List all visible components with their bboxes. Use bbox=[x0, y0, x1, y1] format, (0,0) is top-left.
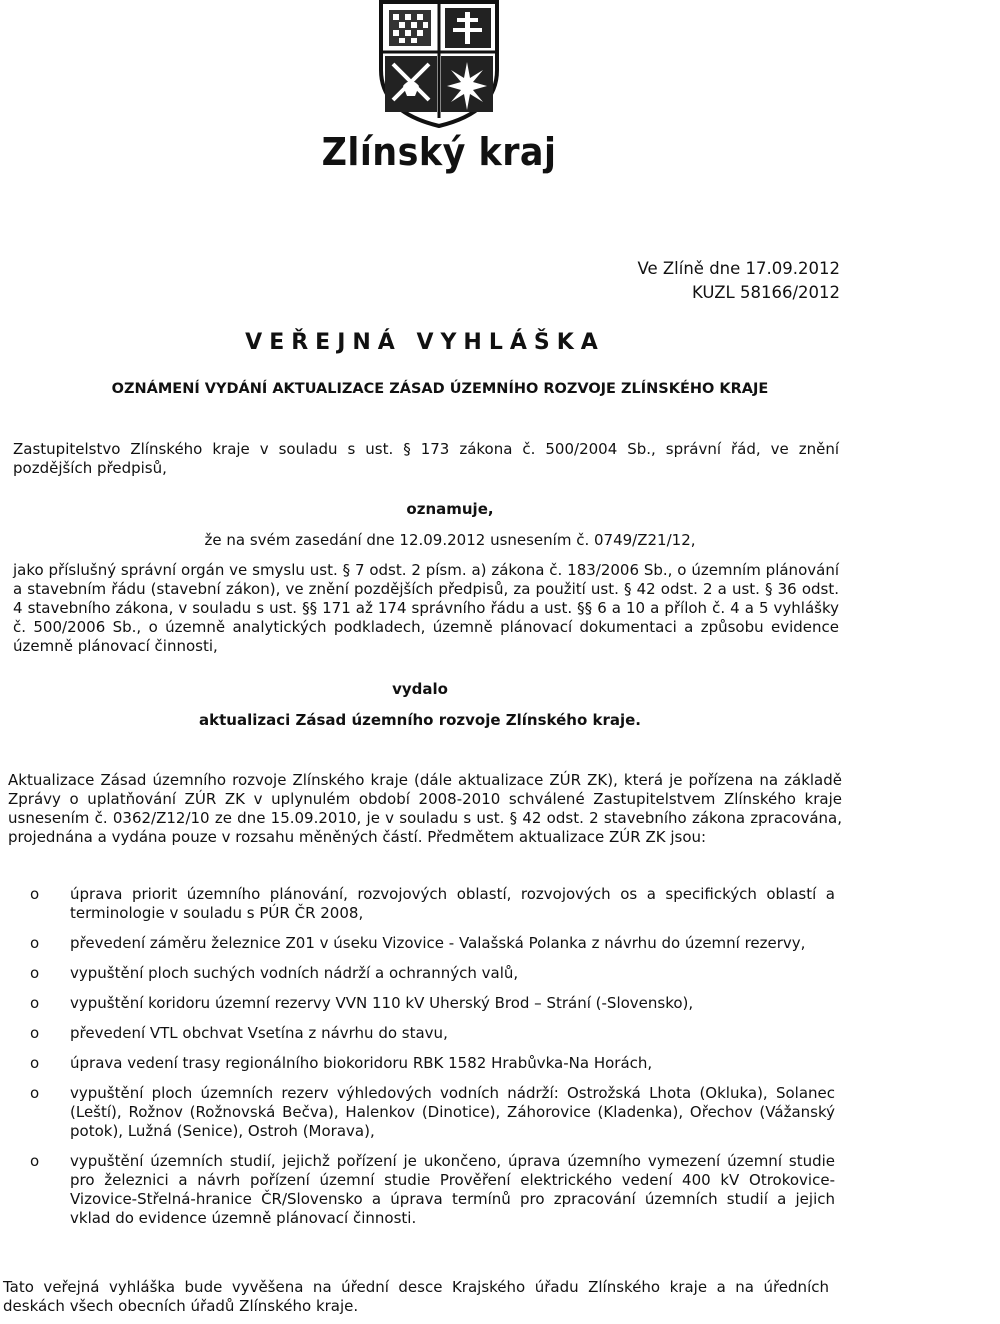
list-item: o vypuštění ploch suchých vodních nádrží a ochranných valů, bbox=[30, 964, 519, 982]
bullet-marker: o bbox=[30, 1084, 40, 1102]
list-item: o vypuštění koridoru územní rezervy VVN 110 kV Uherský Brod – Strání (-Slovensko), bbox=[30, 994, 694, 1012]
main-paragraph: Aktualizace Zásad územního rozvoje Zlínského kraje (dále aktualizace ZÚR ZK), která je pořízena na základě Zprávy o uplatňování ZÚR ZK v uplynulém období 2008-2010 schválené Zastupitelstvem Zlínského kraje usnesením č. 0362/Z12/10 ze dne 15.09.2010, je v souladu s ust. § 42 odst. 2 stavebního zákona zpracována, projednána a vydána pouze v rozsahu měněných částí. Předmětem aktualizace ZÚR ZK jsou: bbox=[8, 771, 842, 846]
document-subtitle: OZNÁMENÍ VYDÁNÍ AKTUALIZACE ZÁSAD ÚZEMNÍHO ROZVOJE ZLÍNSKÉHO KRAJE bbox=[111, 381, 769, 397]
reference-number: KUZL 58166/2012 bbox=[692, 283, 840, 302]
bullet-marker: o bbox=[30, 1024, 40, 1042]
bullet-marker: o bbox=[30, 885, 40, 903]
list-item: o úprava priorit územního plánování, rozvojových oblastí, rozvojových os a specifických oblastí a terminologie v souladu s PÚR ČR 2008, bbox=[30, 885, 835, 922]
bullet-marker: o bbox=[30, 964, 40, 982]
bullet-marker: o bbox=[30, 934, 40, 952]
region-name: Zlínský kraj bbox=[321, 130, 557, 174]
issued-object: aktualizaci Zásad územního rozvoje Zlínského kraje. bbox=[199, 711, 641, 729]
announces-heading: oznamuje, bbox=[406, 500, 494, 518]
zlin-region-coat-of-arms-icon bbox=[375, 0, 503, 128]
list-item: o převedení záměru železnice Z01 v úseku Vizovice - Valašská Polanka z návrhu do územní rezervy, bbox=[30, 934, 806, 952]
bullet-marker: o bbox=[30, 1054, 40, 1072]
list-item: o vypuštění územních studií, jejichž pořízení je ukončeno, úprava územního vymezení územní studie pro železnici a návrh pořízení územní studie Prověření elektrického vedení 400 kV Otrokovice-Vizovice-Střelná-hranice ČR/Slovensko a úprava termínů pro zpracování územních studií a jejich vklad do evidence územně plánovací činnosti. bbox=[30, 1152, 835, 1227]
issued-heading: vydalo bbox=[392, 680, 448, 698]
place-date: Ve Zlíně dne 17.09.2012 bbox=[637, 259, 840, 278]
list-item: o převedení VTL obchvat Vsetína z návrhu do stavu, bbox=[30, 1024, 448, 1042]
bullet-marker: o bbox=[30, 1152, 40, 1170]
document-title: VEŘEJNÁ VYHLÁŠKA bbox=[245, 330, 605, 355]
intro-paragraph: Zastupitelstvo Zlínského kraje v souladu s ust. § 173 zákona č. 500/2004 Sb., správní řád, ve znění pozdějších předpisů, bbox=[13, 440, 839, 477]
authority-paragraph: jako příslušný správní orgán ve smyslu ust. § 7 odst. 2 písm. a) zákona č. 183/2006 Sb., o územním plánování a stavebním řádu (stavební zákon), ve znění pozdějších předpisů, za použití ust. § 42 odst. 2 a ust. § 36 odst. 4 stavebního zákona, v souladu s ust. §§ 171 až 174 správního řádu a ust. §§ 6 a 10 a příloh č. 4 a 5 vyhlášky č. 500/2006 Sb., o územně analytických podkladech, územně plánovací dokumentaci a způsobu evidence územně plánovací činnosti, bbox=[13, 561, 839, 655]
footer-paragraph: Tato veřejná vyhláška bude vyvěšena na úřední desce Krajského úřadu Zlínského kraje a na úředních deskách všech obecních úřadů Zlínského kraje. bbox=[3, 1278, 829, 1315]
changes-list bbox=[30, 885, 835, 1239]
list-item: o vypuštění ploch územních rezerv výhledových vodních nádrží: Ostrožská Lhota (Okluka), Solanec (Leští), Rožnov (Rožnovská Bečva), Halenkov (Dinotice), Záhorovice (Kladenka), Ořechov (Vážanský potok), Lužná (Senice), Ostroh (Morava), bbox=[30, 1084, 835, 1140]
document-meta bbox=[637, 257, 840, 305]
session-paragraph: že na svém zasedání dne 12.09.2012 usnesením č. 0749/Z21/12, bbox=[204, 531, 696, 549]
list-item: o úprava vedení trasy regionálního biokoridoru RBK 1582 Hrabůvka-Na Horách, bbox=[30, 1054, 653, 1072]
bullet-marker: o bbox=[30, 994, 40, 1012]
